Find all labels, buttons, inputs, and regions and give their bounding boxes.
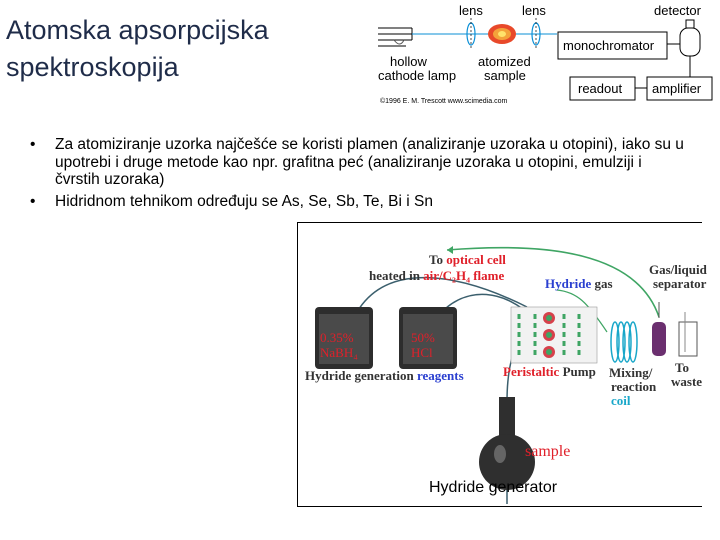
gas-label: gas	[591, 276, 613, 291]
hollow-cathode-lamp-icon	[378, 28, 412, 46]
lens-label: lens	[459, 3, 483, 18]
reagents-prefix: Hydride generation	[305, 368, 417, 383]
lens-label: lens	[522, 3, 546, 18]
separator-label-line2: separator	[653, 276, 707, 291]
pump-suffix: Pump	[559, 364, 596, 379]
peristaltic-pump-icon	[511, 307, 597, 363]
nabh4-label-line2: NaBH₄	[320, 345, 358, 360]
readout-label: readout	[578, 81, 623, 96]
waste-label-line2: waste	[671, 374, 703, 389]
pump-highlight: Peristaltic	[503, 364, 560, 379]
optical-cell-highlight: optical cell	[446, 252, 506, 267]
lamp-label-line1: hollow	[390, 54, 427, 69]
slide-title: Atomska apsorpcijska spektroskopija	[6, 15, 269, 82]
hcl-label-line2: HCl	[411, 345, 433, 360]
optical-cell-prefix: To	[429, 252, 447, 267]
heated-highlight: air/C₂H₄ flame	[423, 268, 505, 283]
mixing-label-line2: reaction	[611, 379, 657, 394]
reagents-highlight: reagents	[416, 368, 464, 383]
heated-prefix: heated in	[369, 268, 424, 283]
hydride-label: Hydride	[545, 276, 592, 291]
sample-label-line1: atomized	[478, 54, 531, 69]
lamp-label-line2: cathode lamp	[378, 68, 457, 83]
hydride-generator-caption: Hydride generator	[429, 479, 558, 496]
pump-label	[503, 364, 596, 379]
detector-label: detector	[654, 3, 701, 18]
reagents-label	[305, 368, 464, 383]
sample-label-line2: sample	[484, 68, 526, 83]
separator-label-line1: Gas/liquid	[649, 262, 707, 277]
sample-label: sample	[525, 443, 571, 460]
aas-schematic-diagram	[372, 0, 720, 110]
hydride-gas-label	[545, 276, 613, 291]
hydride-generator-diagram	[297, 222, 714, 507]
amplifier-label: amplifier	[652, 81, 702, 96]
atomized-sample-flame-icon	[488, 24, 516, 44]
heated-label	[369, 268, 504, 283]
nabh4-label-line1: 0.35%	[320, 330, 354, 345]
monochromator-label: monochromator	[563, 38, 655, 53]
waste-label-line1: To	[675, 360, 689, 375]
copyright-text: ©1996 E. M. Trescott www.scimedia.com	[380, 98, 508, 105]
optical-cell-label	[429, 252, 506, 267]
detector-icon	[667, 20, 700, 76]
mixing-label-line3: coil	[611, 393, 631, 408]
bullet-item: • Za atomiziranje uzorka najčešće se koristi plamen (analiziranje uzoraka u otopini), iako su u upotrebi i druge metode kao npr. grafitna peć (analiziranje uzoraka u otopini, emulziji i čvrstih uzoraka)	[30, 136, 690, 189]
bullet-item: • Hidridnom tehnikom određuju se As, Se, Sb, Te, Bi i Sn	[30, 193, 690, 211]
mixing-label-line1: Mixing/	[609, 365, 653, 380]
bullet-list	[30, 136, 690, 214]
hcl-label-line1: 50%	[411, 330, 435, 345]
